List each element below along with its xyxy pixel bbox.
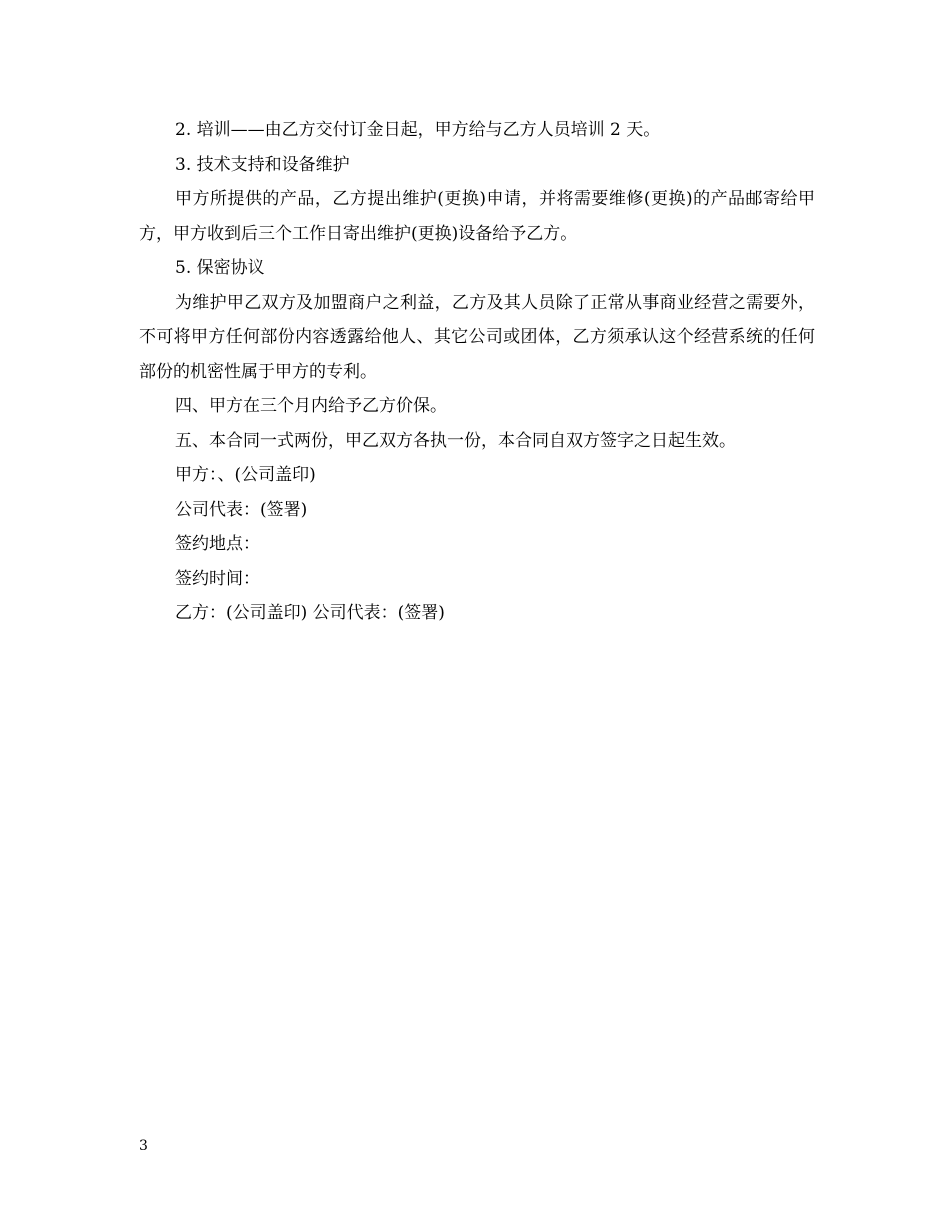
document-body (139, 113, 815, 631)
party-a-line: 甲方：、(公司盖印) (175, 465, 316, 485)
paragraph-tech-support-heading: 3. 技术支持和设备维护 (175, 154, 350, 175)
paragraph-training: 2. 培训——由乙方交付订金日起，甲方给与乙方人员培训 2 天。 (175, 120, 661, 140)
page-number: 3 (139, 1138, 148, 1154)
paragraph-contract-copies: 五、本合同一式两份，甲乙双方各执一份，本合同自双方签字之日起生效。 (175, 430, 736, 451)
paragraph-price-protection: 四、甲方在三个月内给予乙方价保。 (175, 396, 447, 416)
paragraph-maintenance: 甲方所提供的产品，乙方提出维护(更换)申请，并将需要维修(更换)的产品邮寄给甲方，甲方收到后三个工作日寄出维护(更换)设备给予乙方。 (139, 189, 815, 244)
paragraph-confidentiality: 为维护甲乙双方及加盟商户之利益，乙方及其人员除了正常从事商业经营之需要外，不可将甲方任何部份内容透露给他人、其它公司或团体，乙方须承认这个经营系统的任何部份的机密性属于甲方的专利。 (139, 292, 815, 382)
signing-time-line: 签约时间： (175, 568, 260, 589)
party-b-line: 乙方：(公司盖印) 公司代表：(签署) (175, 603, 445, 623)
paragraph-confidentiality-heading: 5. 保密协议 (175, 258, 265, 278)
signing-place-line: 签约地点： (175, 534, 260, 554)
representative-line: 公司代表：(签署) (175, 499, 308, 520)
